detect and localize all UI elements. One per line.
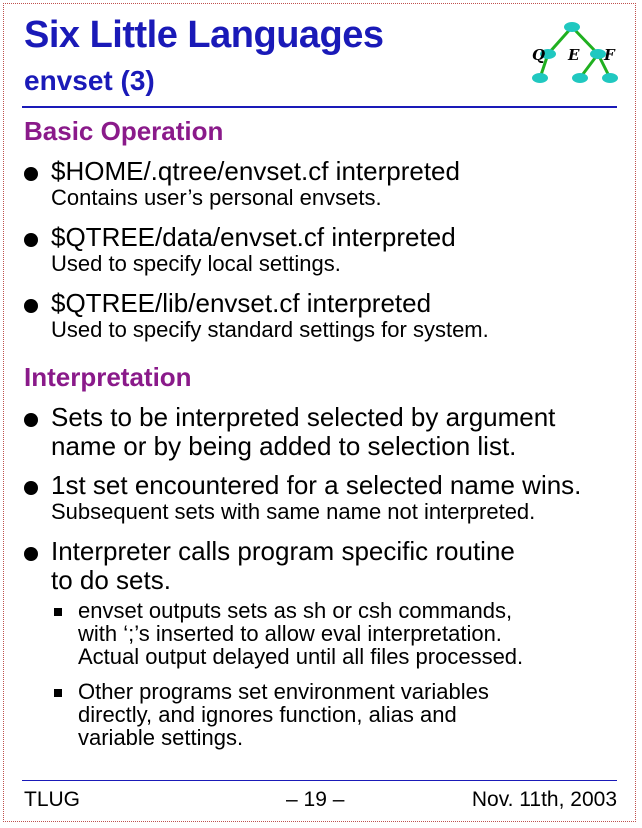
- bullet-icon: [24, 547, 38, 561]
- footer-left: TLUG: [24, 788, 81, 811]
- qef-logo-icon: [528, 18, 618, 86]
- bullet-icon: [24, 233, 38, 247]
- bullet-icon: [24, 299, 38, 313]
- logo-label-f: F: [604, 46, 615, 64]
- sub-item-text: directly, and ignores function, alias and: [78, 702, 457, 727]
- page-number: – 19 –: [286, 788, 345, 811]
- section-heading-basic-operation: Basic Operation: [24, 116, 224, 146]
- sub-item-text: Other programs set environment variables: [78, 679, 489, 704]
- sub-item-text: Actual output delayed until all files processed.: [78, 644, 524, 669]
- logo-label-e: E: [568, 46, 580, 64]
- square-bullet-icon: [54, 689, 62, 697]
- sub-item-text: variable settings.: [78, 725, 244, 750]
- item-subtext: Subsequent sets with same name not interpreted.: [51, 499, 536, 524]
- item-subtext: Used to specify standard settings for system.: [51, 317, 489, 342]
- slide-subtitle: envset (3): [24, 65, 155, 96]
- square-bullet-icon: [54, 608, 62, 616]
- slide-title: Six Little Languages: [24, 14, 384, 56]
- item-text: Interpreter calls program specific routine: [51, 536, 515, 566]
- item-text-continued: to do sets.: [51, 565, 171, 595]
- item-text-continued: name or by being added to selection list.: [51, 431, 517, 461]
- item-text: $QTREE/lib/envset.cf interpreted: [51, 288, 432, 318]
- section-heading-interpretation: Interpretation: [24, 362, 192, 392]
- footer-date: Nov. 11th, 2003: [471, 788, 617, 811]
- logo-label-q: Q: [532, 46, 546, 64]
- bullet-icon: [24, 481, 38, 495]
- item-text: $HOME/.qtree/envset.cf interpreted: [51, 156, 460, 186]
- title-divider: [22, 106, 617, 108]
- bullet-icon: [24, 413, 38, 427]
- item-subtext: Used to specify local settings.: [51, 251, 341, 276]
- item-subtext: Contains user’s personal envsets.: [51, 185, 382, 210]
- sub-item-text: envset outputs sets as sh or csh commands,: [78, 598, 513, 623]
- item-text: $QTREE/data/envset.cf interpreted: [51, 222, 456, 252]
- item-text: 1st set encountered for a selected name wins.: [51, 470, 582, 500]
- item-text: Sets to be interpreted selected by argument: [51, 402, 556, 432]
- bullet-icon: [24, 167, 38, 181]
- footer-divider: [22, 780, 617, 781]
- sub-item-text: with ‘;’s inserted to allow eval interpretation.: [78, 621, 502, 646]
